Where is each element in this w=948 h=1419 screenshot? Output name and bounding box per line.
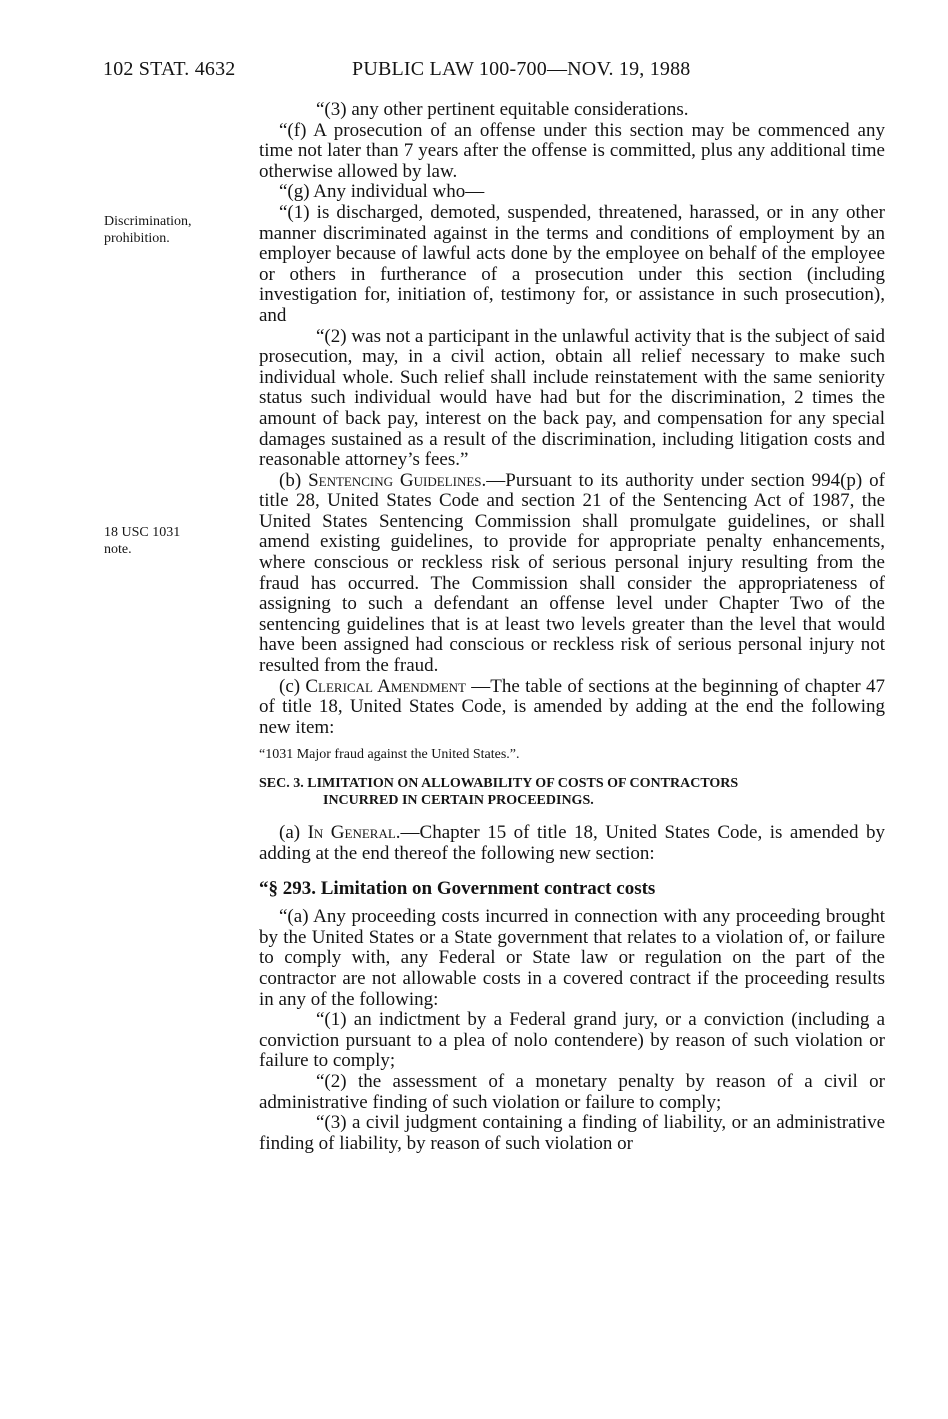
margin-note-usc-citation	[104, 524, 180, 558]
subsection-heading: In General.	[307, 822, 401, 844]
paragraph-sentencing-guidelines	[259, 471, 885, 677]
subsection-text: —Chapter 15 of title 18, United States Code, is amended by adding at the end thereof the following new section:	[259, 822, 885, 864]
paragraph: “(f) A prosecution of an offense under this section may be commenced any time not later than 7 years after the offense is committed, plus any additional time otherwise allowed by law.	[259, 119, 885, 182]
table-of-sections-item	[259, 746, 885, 763]
margin-note-line: prohibition.	[104, 231, 170, 246]
subsection-heading: Clerical Amendment	[305, 675, 466, 697]
paragraph: “(1) is discharged, demoted, suspended, threatened, harassed, or in any other manner discriminated against in the terms and conditions of employment by an employer because of lawful acts done by the employee on behalf of the employee or others in furtherance of a prosecution under this section (including investigation for, initiation of, testimony for, or assistance in such prosecution), and	[259, 201, 885, 326]
paragraph: “(2) the assessment of a monetary penalty by reason of a civil or administrative finding of such violation or failure to comply;	[259, 1070, 885, 1113]
page-stat-number: 102 STAT. 4632	[103, 58, 236, 80]
section-heading-line: SEC. 3. LIMITATION ON ALLOWABILITY OF COSTS OF CONTRACTORS	[259, 776, 739, 792]
margin-note-line: Discrimination,	[104, 214, 192, 229]
running-head: PUBLIC LAW 100-700—NOV. 19, 1988	[352, 58, 691, 80]
main-text-column	[259, 100, 885, 1154]
paragraph: “(3) a civil judgment containing a finding of liability, or an administrative finding of liability, by reason of such violation or	[259, 1112, 885, 1154]
subsection-label: (a)	[279, 822, 308, 844]
paragraph: “(3) any other pertinent equitable considerations.	[316, 99, 689, 120]
table-item-number: “1031	[259, 747, 297, 763]
paragraph: “(2) was not a participant in the unlawful activity that is the subject of said prosecution, may, in a civil action, obtain all relief necessary to make such individual whole. Such relief shall include reinstatement with the same seniority status such individual would have had but for the discrimination, 2 times the amount of back pay, interest on the back pay, and compensation for any special damages sustained as a result of the discrimination, including litigation costs and reasonable attorney’s fees.”	[259, 325, 885, 471]
paragraph: “(a) Any proceeding costs incurred in connection with any proceeding brought by the United States or a State government that relates to a violation of, or failure to comply with, any Federal or State law or regulation on the part of the contractor are not allowable costs in a covered contract if the proceeding results in any of the following:	[259, 906, 885, 1010]
section-heading-line: INCURRED IN CERTAIN PROCEEDINGS.	[323, 793, 594, 809]
paragraph-in-general	[259, 823, 885, 864]
paragraph: “(g) Any individual who—	[279, 181, 485, 203]
section-293-heading: “§ 293. Limitation on Government contract costs	[259, 877, 656, 899]
margin-note-line: note.	[104, 542, 132, 557]
margin-note-line: 18 USC 1031	[104, 525, 181, 540]
paragraph: “(1) an indictment by a Federal grand jury, or a conviction (including a conviction pursuant to a plea of nolo contendere) by reason of such violation or failure to comply;	[259, 1009, 885, 1072]
subsection-label: (c)	[279, 675, 306, 697]
section-heading	[259, 775, 885, 809]
margin-note-discrimination	[104, 213, 192, 247]
subsection-text: —Pursuant to its authority under section 994(p) of title 28, United States Code and section 21 of the Sentencing Act of 1987, the United States Sentencing Commission shall promulgate guidelines, or shall amend existing guidelines, to provide for appropriate penalty enhancements, where conscious or reckless risk of serious personal injury resulting from the fraud has occurred. The Commission shall consider the appropriateness of assigning to such a defendant an offense level under Chapter Two of the sentencing guidelines that is at least two levels greater than the level that would have been assigned had conscious or reckless risk of serious personal injury not resulted from the fraud.	[259, 469, 885, 677]
subsection-label: (b)	[279, 469, 309, 491]
table-item-text: Major fraud against the United States.”.	[296, 747, 520, 763]
subsection-text: —The table of sections at the beginning of chapter 47 of title 18, United States Code, is amended by adding at the end the following new item:	[259, 675, 885, 738]
subsection-heading: Sentencing Guidelines.	[308, 469, 487, 491]
paragraph-clerical-amendment	[259, 677, 885, 739]
